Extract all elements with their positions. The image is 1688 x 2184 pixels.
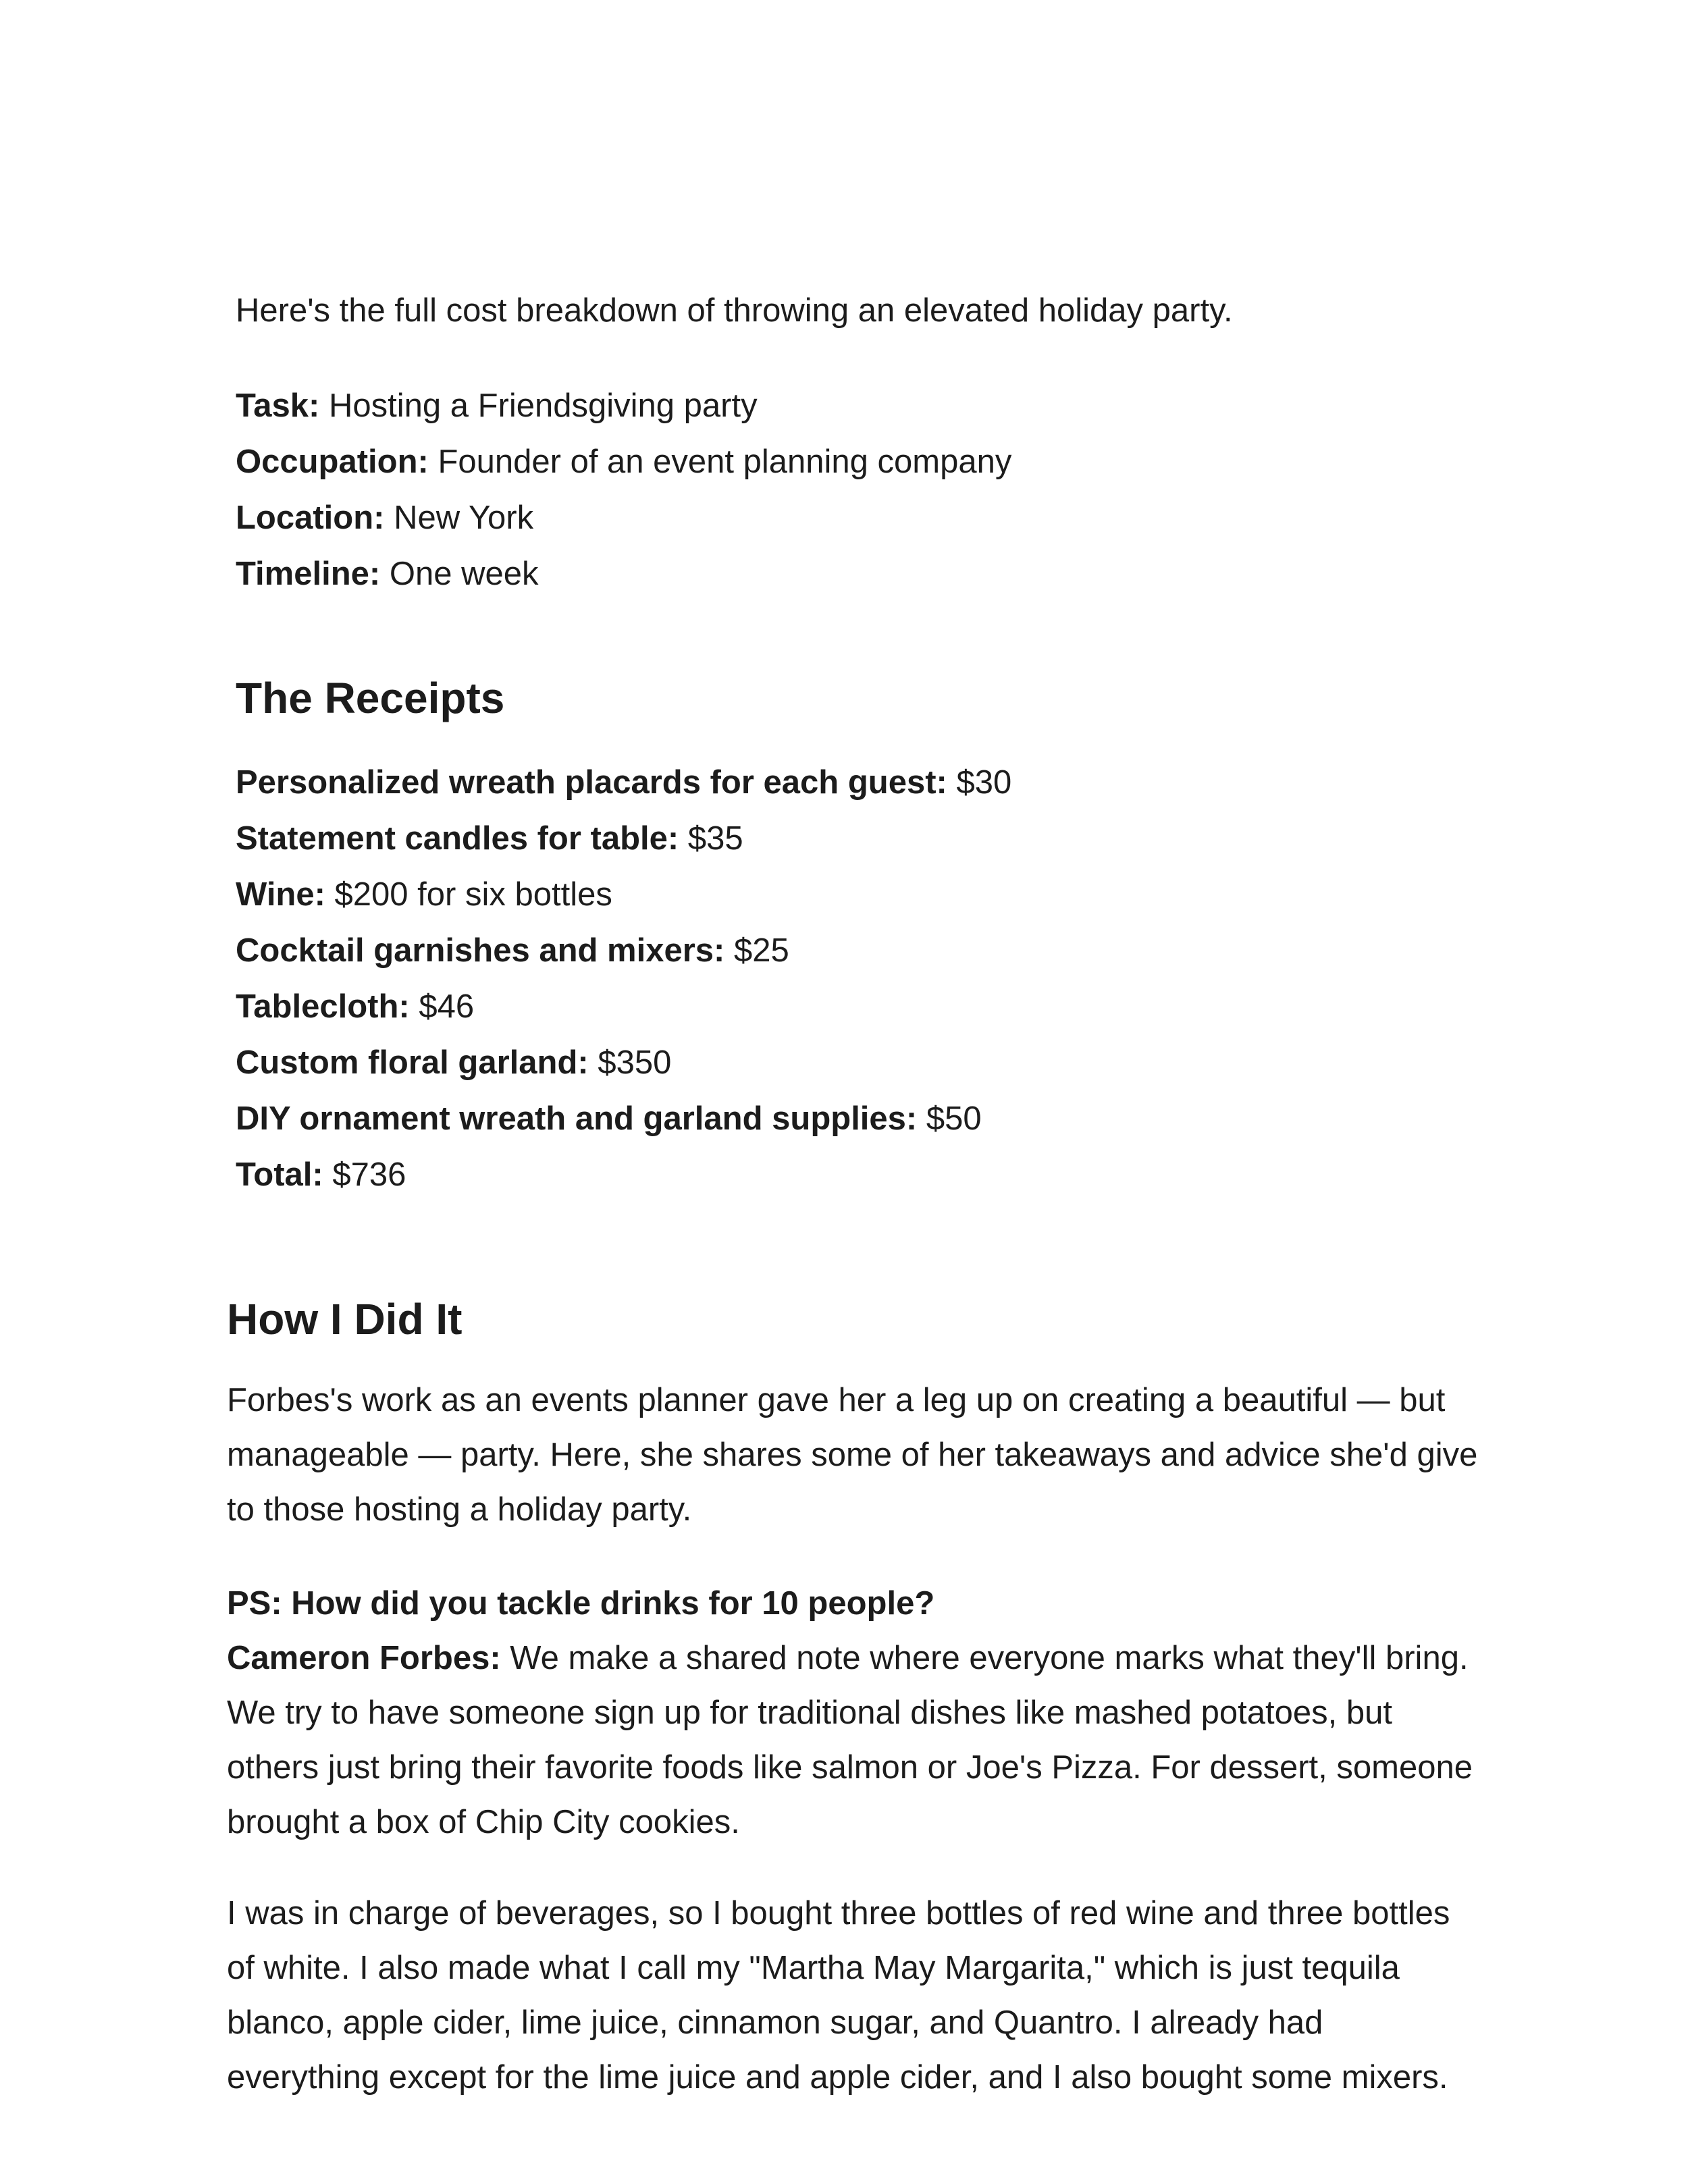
meta-location — [236, 490, 1519, 546]
answer-text: We make a shared note where everyone marks what they'll bring. We try to have someone sign up for traditional dishes like mashed potatoes, but others just bring their favorite foods like salmon or Joe's Pizza. For dessert, someone brought a box of Chip City cookies. — [227, 1640, 1473, 1840]
meta-value: Hosting a Friendsgiving party — [319, 388, 758, 424]
receipt-item — [236, 979, 1519, 1035]
meta-label: Task: — [236, 388, 320, 424]
receipt-label: Tablecloth: — [236, 988, 410, 1025]
meta-label: Timeline: — [236, 556, 381, 592]
receipt-value: $30 — [947, 764, 1012, 801]
receipt-label: DIY ornament wreath and garland supplies: — [236, 1100, 918, 1137]
meta-list — [236, 378, 1519, 602]
meta-task — [236, 378, 1519, 434]
question: PS: How did you tackle drinks for 10 people? — [227, 1585, 935, 1622]
receipt-total — [236, 1147, 1519, 1203]
intro-text: Here's the full cost breakdown of throwing an elevated holiday party. — [236, 292, 1233, 329]
receipts-list — [236, 755, 1519, 1203]
meta-occupation — [236, 434, 1519, 490]
meta-label: Location: — [236, 500, 385, 536]
meta-timeline — [236, 546, 1519, 602]
receipt-label: Cocktail garnishes and mixers: — [236, 932, 725, 969]
receipt-item — [236, 811, 1519, 867]
receipt-value: $736 — [323, 1156, 406, 1193]
how-heading: How I Did It — [227, 1295, 463, 1343]
receipt-item — [236, 1035, 1519, 1091]
how-paragraph-intro: Forbes's work as an events planner gave her a leg up on creating a beautiful — but manageable — party. Here, she shares some of her takeaways and advice she'd give to those hosting a holiday party. — [227, 1382, 1478, 1528]
how-paragraph-beverages: I was in charge of beverages, so I bought three bottles of red wine and three bottles of white. I also made what I call my "Martha May Margarita," which is just tequila blanco, apple cider, lime juice, cinnamon sugar, and Quantro. I already had everything except for the lime juice and apple cider, and I also bought some mixers. — [227, 1895, 1450, 2096]
answer-speaker: Cameron Forbes: — [227, 1640, 501, 1676]
receipt-value: $46 — [409, 988, 475, 1025]
receipt-item — [236, 755, 1519, 811]
receipt-label: Total: — [236, 1156, 323, 1193]
meta-label: Occupation: — [236, 444, 429, 480]
receipt-item — [236, 1091, 1519, 1147]
meta-value: New York — [384, 500, 534, 536]
receipt-value: $25 — [724, 932, 789, 969]
meta-value: Founder of an event planning company — [428, 444, 1012, 480]
meta-value: One week — [380, 556, 539, 592]
receipt-item — [236, 923, 1519, 979]
receipt-label: Personalized wreath placards for each guest: — [236, 764, 947, 801]
receipt-value: $35 — [679, 820, 743, 857]
receipt-label: Wine: — [236, 876, 325, 913]
receipts-heading: The Receipts — [236, 674, 505, 722]
qa-block — [227, 1576, 1483, 1850]
receipt-value: $50 — [917, 1100, 982, 1137]
receipt-item — [236, 867, 1519, 923]
receipt-label: Statement candles for table: — [236, 820, 679, 857]
receipt-value: $200 for six bottles — [325, 876, 612, 913]
receipt-label: Custom floral garland: — [236, 1044, 589, 1081]
receipt-value: $350 — [588, 1044, 672, 1081]
